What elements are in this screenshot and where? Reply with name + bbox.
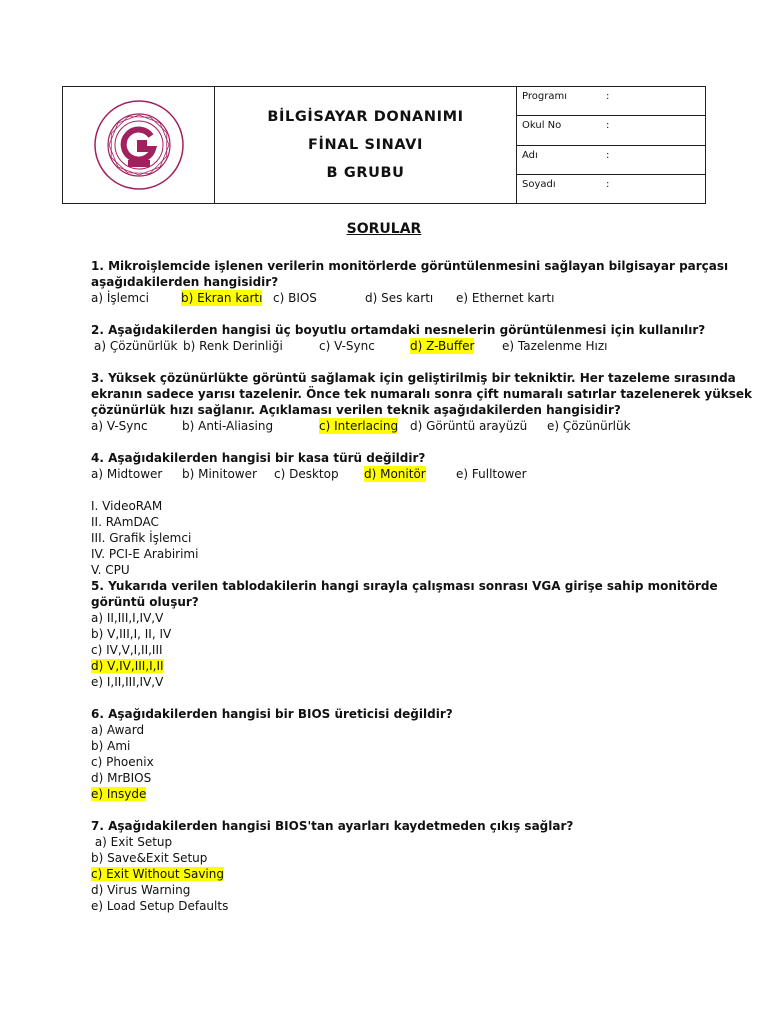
- option-a: a) Çözünürlük: [94, 339, 178, 353]
- list-item: V. CPU: [91, 563, 130, 577]
- option-c: c) IV,V,I,II,III: [91, 643, 163, 657]
- option-d: d) Virus Warning: [91, 883, 191, 897]
- option-d-answer: d) Z-Buffer: [410, 339, 475, 353]
- question-2-options: [91, 338, 691, 354]
- list-item: I. VideoRAM: [91, 499, 163, 513]
- option-b: b) Renk Derinliği: [183, 339, 283, 353]
- option-d: d) Ses kartı: [365, 291, 434, 305]
- option-a: a) Award: [91, 723, 145, 737]
- question-1-text-cont: aşağıdakilerden hangisidir?: [91, 275, 279, 289]
- option-e: e) Çözünürlük: [547, 419, 631, 433]
- exam-type: FİNAL SINAVI: [308, 137, 423, 153]
- exam-title-block: [215, 87, 517, 203]
- field-separator: :: [606, 149, 610, 161]
- option-a: a) II,III,I,IV,V: [91, 611, 164, 625]
- question-1-options: [91, 290, 691, 306]
- university-logo-cell: [63, 87, 215, 203]
- list-item: III. Grafik İşlemci: [91, 531, 192, 545]
- field-separator: :: [606, 120, 610, 132]
- field-soyadi: [517, 175, 705, 203]
- option-b: b) V,III,I, II, IV: [91, 627, 172, 641]
- question-4-options: [91, 466, 691, 482]
- option-a: a) İşlemci: [91, 291, 149, 305]
- question-3-text: 3. Yüksek çözünürlükte görüntü sağlamak için geliştirilmiş bir tekniktir. Her tazeleme sırasında: [91, 371, 736, 385]
- option-b: b) Ami: [91, 739, 131, 753]
- field-separator: :: [606, 178, 610, 190]
- option-e: e) Fulltower: [456, 467, 527, 481]
- option-c-answer: c) Interlacing: [319, 419, 399, 433]
- question-5-text: 5. Yukarıda verilen tablodakilerin hangi sırayla çalışması sonrası VGA girişe sahip monitörde: [91, 579, 718, 593]
- option-e: e) Tazelenme Hızı: [502, 339, 608, 353]
- field-programi: [517, 87, 705, 116]
- option-d-answer: d) V,IV,III,I,II: [91, 659, 164, 673]
- option-c: c) Desktop: [274, 467, 339, 481]
- option-e: e) Load Setup Defaults: [91, 899, 229, 913]
- question-2-text: 2. Aşağıdakilerden hangisi üç boyutlu ortamdaki nesnelerin görüntülenmesi için kullanılır?: [91, 323, 706, 337]
- course-title: BİLGİSAYAR DONANIMI: [267, 109, 464, 125]
- list-item: II. RAmDAC: [91, 515, 159, 529]
- section-title: SORULAR: [346, 221, 422, 237]
- field-label: Okul No: [522, 120, 562, 132]
- exam-header: [62, 86, 706, 204]
- option-a: a) Exit Setup: [91, 835, 173, 849]
- option-c: c) Phoenix: [91, 755, 154, 769]
- option-d-answer: d) Monitör: [364, 467, 426, 481]
- option-d: d) Görüntü arayüzü: [410, 419, 528, 433]
- option-b: b) Minitower: [182, 467, 257, 481]
- field-label: Programı: [522, 91, 567, 102]
- question-5-text-cont: görüntü oluşur?: [91, 595, 199, 609]
- option-d: d) MrBIOS: [91, 771, 152, 785]
- university-seal-logo: [93, 99, 185, 191]
- option-e: e) Ethernet kartı: [456, 291, 555, 305]
- option-b: b) Anti-Aliasing: [182, 419, 274, 433]
- option-c: c) V-Sync: [319, 339, 375, 353]
- question-3-text-cont: ekranın sadece yarısı tazelenir. Önce tek numaralı sonra çift numaralı satırlar tazelenerek yüksek: [91, 387, 753, 401]
- field-adi: [517, 146, 705, 175]
- option-a: a) Midtower: [91, 467, 163, 481]
- option-b-answer: b) Ekran kartı: [181, 291, 263, 305]
- question-3-text-cont: çözünürlük hızı sağlanır. Açıklaması verilen teknik aşağıdakilerden hangisidir?: [91, 403, 621, 417]
- option-e: e) I,II,III,IV,V: [91, 675, 164, 689]
- exam-group: B GRUBU: [326, 165, 405, 181]
- field-label: Adı: [522, 149, 538, 161]
- questions-content: [91, 258, 753, 914]
- option-e-answer: e) Insyde: [91, 787, 147, 801]
- question-6-text: 6. Aşağıdakilerden hangisi bir BIOS üreticisi değildir?: [91, 707, 453, 721]
- field-okul-no: [517, 116, 705, 145]
- option-c-answer: c) Exit Without Saving: [91, 867, 224, 881]
- field-separator: :: [606, 91, 610, 102]
- question-1-text: 1. Mikroişlemcide işlenen verilerin monitörlerde görüntülenmesini sağlayan bilgisayar parçası: [91, 259, 729, 273]
- option-a: a) V-Sync: [91, 419, 148, 433]
- list-item: IV. PCI-E Arabirimi: [91, 547, 199, 561]
- question-7-text: 7. Aşağıdakilerden hangisi BIOS'tan ayarları kaydetmeden çıkış sağlar?: [91, 819, 574, 833]
- question-3-options: [91, 418, 691, 434]
- student-info-table: [517, 87, 705, 203]
- question-4-text: 4. Aşağıdakilerden hangisi bir kasa türü değildir?: [91, 451, 426, 465]
- option-c: c) BIOS: [273, 291, 317, 305]
- field-label: Soyadı: [522, 178, 556, 190]
- option-b: b) Save&Exit Setup: [91, 851, 208, 865]
